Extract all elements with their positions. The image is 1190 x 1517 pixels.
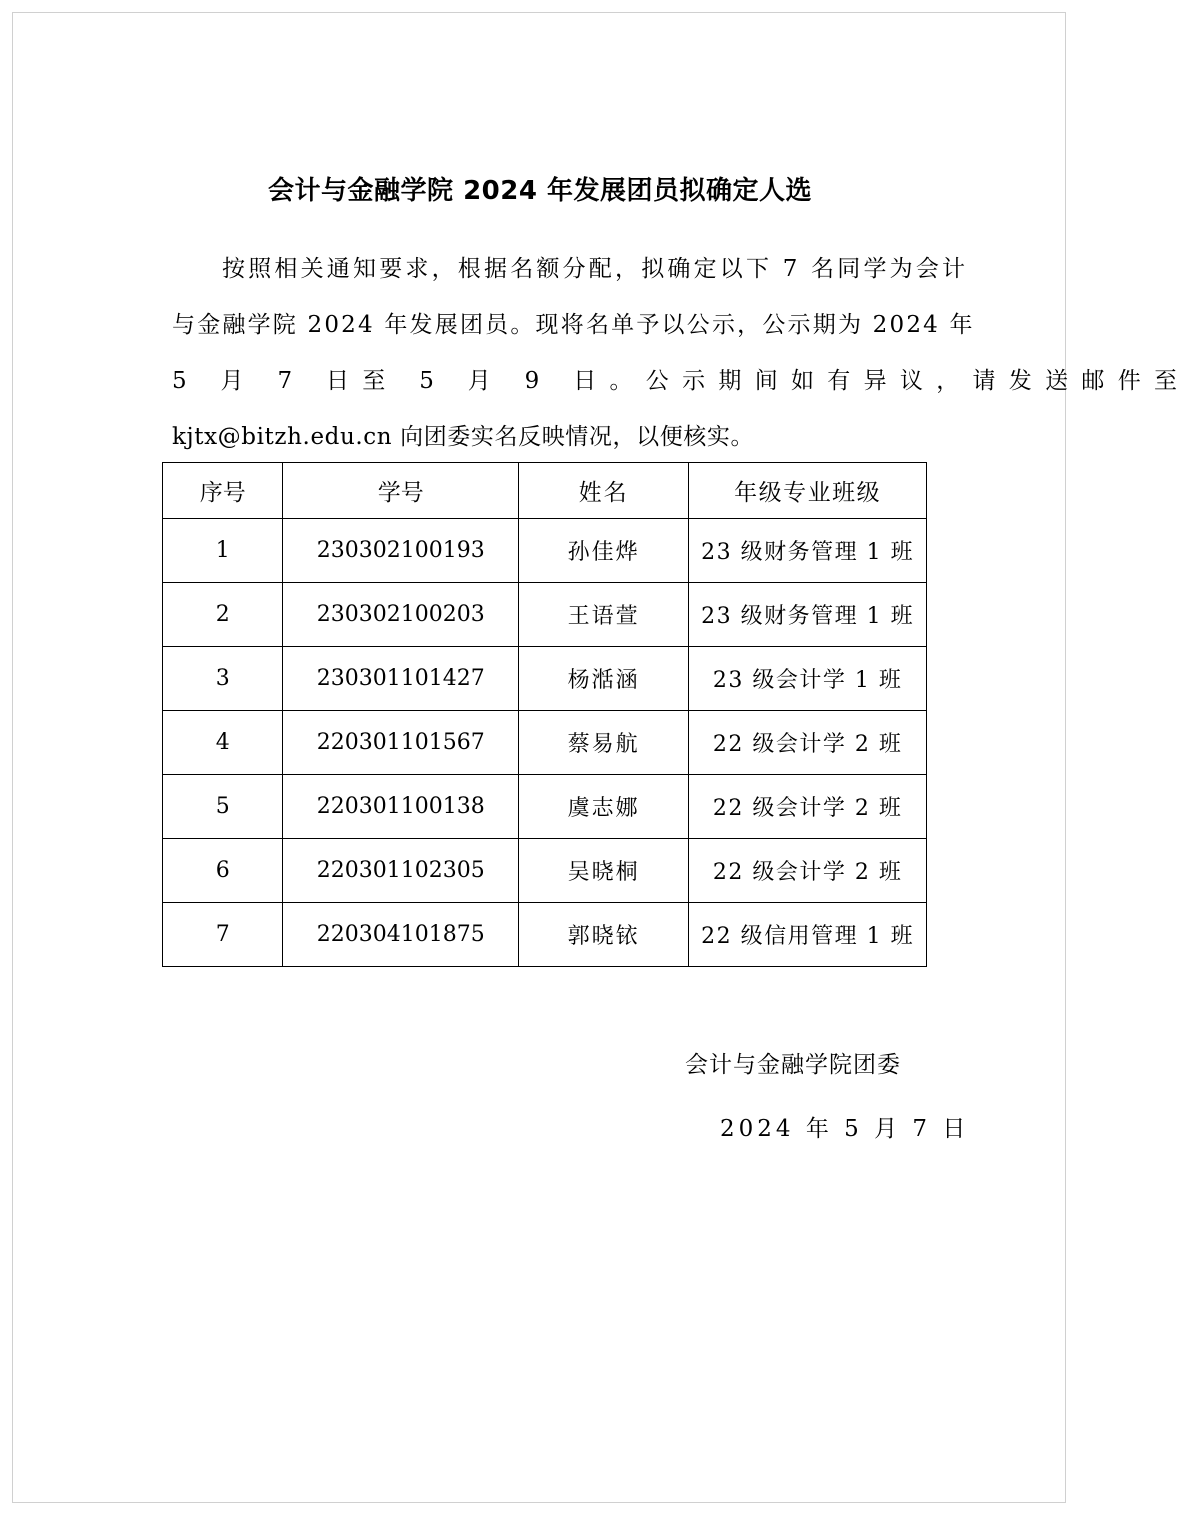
cell-seq: 4 [163,711,283,775]
cell-class: 23 级财务管理 1 班 [689,583,927,647]
cell-seq: 7 [163,903,283,967]
cell-class: 22 级会计学 2 班 [689,775,927,839]
cell-class: 22 级信用管理 1 班 [689,903,927,967]
cell-seq: 6 [163,839,283,903]
paragraph-line-4: kjtx@bitzh.edu.cn 向团委实名反映情况，以便核实。 [172,424,755,450]
header-seq: 序号 [163,463,283,519]
signature-organization: 会计与金融学院团委 [685,1052,901,1078]
cell-name: 郭晓铱 [519,903,689,967]
cell-student-id: 220301101567 [283,711,519,775]
cell-name: 杨湉涵 [519,647,689,711]
table-row [163,711,927,775]
cell-class: 23 级财务管理 1 班 [689,519,927,583]
table-row [163,519,927,583]
cell-class: 22 级会计学 2 班 [689,839,927,903]
cell-seq: 2 [163,583,283,647]
cell-class: 23 级会计学 1 班 [689,647,927,711]
header-student-id: 学号 [283,463,519,519]
cell-name: 孙佳烨 [519,519,689,583]
cell-name: 吴晓桐 [519,839,689,903]
cell-seq: 3 [163,647,283,711]
header-name: 姓名 [519,463,689,519]
cell-student-id: 230302100203 [283,583,519,647]
cell-name: 虞志娜 [519,775,689,839]
header-class: 年级专业班级 [689,463,927,519]
table-row [163,839,927,903]
table-row [163,775,927,839]
cell-student-id: 220301102305 [283,839,519,903]
table-row [163,903,927,967]
table-row [163,583,927,647]
paragraph-line-2: 与金融学院 2024 年发展团员。现将名单予以公示，公示期为 2024 年 [172,312,975,338]
cell-class: 22 级会计学 2 班 [689,711,927,775]
document-title: 会计与金融学院 2024 年发展团员拟确定人选 [268,176,812,206]
paragraph-line-1: 按照相关通知要求，根据名额分配，拟确定以下 7 名同学为会计 [222,256,969,282]
cell-seq: 1 [163,519,283,583]
cell-seq: 5 [163,775,283,839]
signature-date: 2024 年 5 月 7 日 [720,1116,970,1142]
cell-name: 蔡易航 [519,711,689,775]
table-row [163,647,927,711]
paragraph-line-3: 5 月 7 日至 5 月 9 日。公示期间如有异议，请发送邮件至 [172,368,1190,394]
cell-name: 王语萱 [519,583,689,647]
table-header-row [163,463,927,519]
cell-student-id: 230302100193 [283,519,519,583]
candidate-table [162,462,927,967]
cell-student-id: 220301100138 [283,775,519,839]
cell-student-id: 230301101427 [283,647,519,711]
cell-student-id: 220304101875 [283,903,519,967]
